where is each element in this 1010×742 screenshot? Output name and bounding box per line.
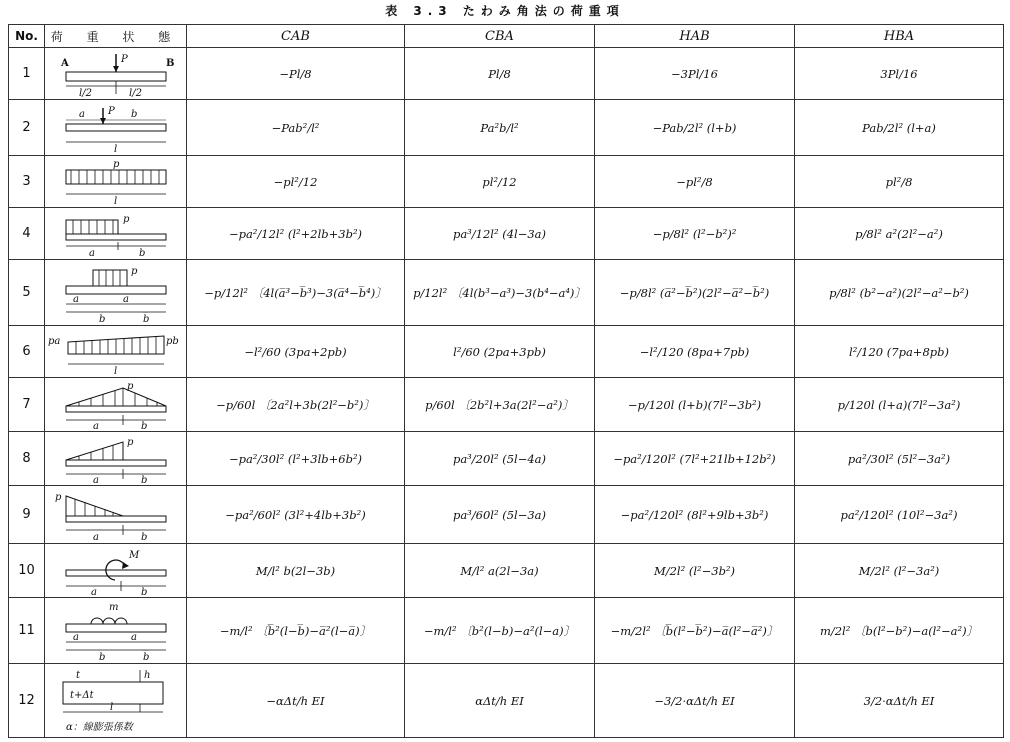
- hba-cell: pa²/30l² (5l²−3a²): [795, 432, 1004, 486]
- cba-cell: Pl/8: [405, 48, 595, 100]
- label-b-bar: b̅: [142, 313, 149, 324]
- label-b: B: [165, 57, 174, 69]
- hab-cell: −pa²/120l² (7l²+21lb+12b²): [595, 432, 795, 486]
- hab-cell: −p/8l² (a̅²−b̅²)(2l²−a̅²−b̅²): [595, 260, 795, 326]
- hab-cell: −l²/120 (8pa+7pb): [595, 326, 795, 378]
- hab-cell: −p/120l (l+b)(7l²−3b²): [595, 378, 795, 432]
- label-p: p: [126, 436, 133, 448]
- label-l: l: [113, 365, 117, 376]
- hab-cell: M/2l² (l²−3b²): [595, 544, 795, 598]
- label-b: b: [130, 108, 137, 120]
- table-row: [9, 378, 1004, 432]
- row-number: 9: [9, 486, 45, 544]
- header-load-state: 荷 重 状 態: [45, 25, 187, 48]
- label-a: a: [92, 474, 99, 484]
- hab-cell: −p/8l² (l²−b²)²: [595, 208, 795, 260]
- distributed-moment-icon: [51, 600, 181, 662]
- ramp-load-icon: [51, 434, 181, 484]
- label-half-right: l/2: [128, 87, 142, 98]
- header-hab: HAB: [595, 25, 795, 48]
- cba-cell: p/60l 〔2b²l+3a(2l²−a²)〕: [405, 378, 595, 432]
- uniform-load-diagram-icon: [51, 158, 181, 206]
- hba-cell: M/2l² (l²−3a²): [795, 544, 1004, 598]
- load-diagram: [45, 326, 187, 378]
- cab-cell: −Pab²/l²: [187, 100, 405, 156]
- label-a: A: [60, 57, 69, 69]
- row-number: 8: [9, 432, 45, 486]
- label-a: a: [92, 420, 99, 430]
- hba-cell: Pab/2l² (l+a): [795, 100, 1004, 156]
- label-alpha-note: α：線膨張係数: [66, 721, 133, 733]
- table-title: 表 3.3 たわみ角法の荷重項: [385, 4, 625, 18]
- label-a: a: [92, 531, 99, 542]
- hba-cell: l²/120 (7pa+8pb): [795, 326, 1004, 378]
- header-cab: CAB: [187, 25, 405, 48]
- cba-cell: Pa²b/l²: [405, 100, 595, 156]
- load-diagram: [45, 208, 187, 260]
- middle-uniform-load-icon: [51, 262, 181, 324]
- hab-cell: −m/2l² 〔b̅(l²−b̅²)−a̅(l²−a̅²)〕: [595, 598, 795, 664]
- label-a: a: [88, 247, 95, 258]
- moment-load-icon: [51, 546, 181, 596]
- cab-cell: −Pl/8: [187, 48, 405, 100]
- label-t: t: [76, 669, 81, 681]
- beam-diagram-icon: [51, 102, 181, 154]
- load-diagram: [45, 598, 187, 664]
- label-a: a: [90, 586, 97, 596]
- label-pb: pb: [165, 335, 179, 347]
- cba-cell: pl²/12: [405, 156, 595, 208]
- hab-cell: −3/2·αΔt/h EI: [595, 664, 795, 738]
- label-b: b: [138, 247, 145, 258]
- label-t-delta: t+Δt: [70, 689, 94, 701]
- label-l: l: [113, 195, 117, 206]
- table-row: [9, 544, 1004, 598]
- cab-cell: M/l² b(2l−3b): [187, 544, 405, 598]
- cba-cell: αΔt/h EI: [405, 664, 595, 738]
- cab-cell: −p/60l 〔2a²l+3b(2l²−b²)〕: [187, 378, 405, 432]
- load-term-table: [8, 24, 1004, 738]
- cab-cell: −pa²/30l² (l²+3lb+6b²): [187, 432, 405, 486]
- table-row: [9, 486, 1004, 544]
- hab-cell: −3Pl/16: [595, 48, 795, 100]
- label-a: a: [72, 631, 79, 643]
- hba-cell: pl²/8: [795, 156, 1004, 208]
- cab-cell: −pa²/12l² (l²+2lb+3b²): [187, 208, 405, 260]
- label-b: b: [140, 531, 147, 542]
- header-no: No.: [9, 25, 45, 48]
- label-p: p: [130, 265, 137, 277]
- label-a: a: [72, 293, 79, 305]
- cab-cell: −αΔt/h EI: [187, 664, 405, 738]
- cba-cell: −m/l² 〔b²(l−b)−a²(l−a)〕: [405, 598, 595, 664]
- row-number: 1: [9, 48, 45, 100]
- row-number: 3: [9, 156, 45, 208]
- cab-cell: −p/12l² 〔4l(a̅³−b̅³)−3(a̅⁴−b̅⁴)〕: [187, 260, 405, 326]
- label-b: b: [140, 586, 147, 596]
- load-diagram: [45, 48, 187, 100]
- row-number: 11: [9, 598, 45, 664]
- cba-cell: p/12l² 〔4l(b³−a³)−3(b⁴−a⁴)〕: [405, 260, 595, 326]
- label-p: p: [112, 158, 119, 170]
- header-hba: HBA: [795, 25, 1004, 48]
- hab-cell: −pa²/120l² (8l²+9lb+3b²): [595, 486, 795, 544]
- row-number: 4: [9, 208, 45, 260]
- row-number: 10: [9, 544, 45, 598]
- label-h: h: [144, 669, 151, 681]
- label-p: P: [120, 53, 128, 65]
- load-diagram: [45, 486, 187, 544]
- label-half-left: l/2: [78, 87, 92, 98]
- load-diagram: [45, 664, 187, 738]
- descending-load-icon: [51, 488, 181, 542]
- label-p: P: [107, 105, 115, 117]
- table-row: [9, 598, 1004, 664]
- cba-cell: pa³/20l² (5l−4a): [405, 432, 595, 486]
- cab-cell: −m/l² 〔b̅²(l−b̅)−a̅²(l−a̅)〕: [187, 598, 405, 664]
- cab-cell: −l²/60 (3pa+2pb): [187, 326, 405, 378]
- label-m: m: [108, 601, 118, 613]
- label-p: p: [126, 380, 133, 392]
- row-number: 5: [9, 260, 45, 326]
- beam-diagram-icon: [51, 50, 181, 98]
- table-row: [9, 100, 1004, 156]
- label-b: b: [98, 651, 105, 662]
- load-diagram: [45, 156, 187, 208]
- load-diagram: [45, 378, 187, 432]
- label-b-bar: b̅: [142, 651, 149, 662]
- row-number: 2: [9, 100, 45, 156]
- trapezoid-load-icon: [46, 328, 186, 376]
- cba-cell: pa³/12l² (4l−3a): [405, 208, 595, 260]
- cba-cell: l²/60 (2pa+3pb): [405, 326, 595, 378]
- hba-cell: p/120l (l+a)(7l²−3a²): [795, 378, 1004, 432]
- table-row: [9, 326, 1004, 378]
- label-b: b: [98, 313, 105, 324]
- row-number: 6: [9, 326, 45, 378]
- label-a: a: [78, 108, 85, 120]
- hba-cell: m/2l² 〔b(l²−b²)−a(l²−a²)〕: [795, 598, 1004, 664]
- row-number: 7: [9, 378, 45, 432]
- thermal-load-icon: [48, 666, 183, 736]
- cba-cell: pa³/60l² (5l−3a): [405, 486, 595, 544]
- load-diagram: [45, 260, 187, 326]
- hba-cell: 3Pl/16: [795, 48, 1004, 100]
- hba-cell: p/8l² (b²−a²)(2l²−a²−b²): [795, 260, 1004, 326]
- cba-cell: M/l² a(2l−3a): [405, 544, 595, 598]
- hba-cell: p/8l² a²(2l²−a²): [795, 208, 1004, 260]
- label-pa: pa: [47, 335, 60, 347]
- label-b: b: [140, 420, 147, 430]
- triangle-load-icon: [51, 380, 181, 430]
- table-row: [9, 208, 1004, 260]
- table-row: [9, 664, 1004, 738]
- cab-cell: −pl²/12: [187, 156, 405, 208]
- load-diagram: [45, 432, 187, 486]
- table-row: [9, 432, 1004, 486]
- row-number: 12: [9, 664, 45, 738]
- label-l: l: [110, 701, 114, 713]
- table-row: [9, 260, 1004, 326]
- hab-cell: −Pab/2l² (l+b): [595, 100, 795, 156]
- table-row: [9, 48, 1004, 100]
- partial-uniform-load-icon: [51, 210, 181, 258]
- hba-cell: pa²/120l² (10l²−3a²): [795, 486, 1004, 544]
- table-row: [9, 156, 1004, 208]
- header-row: [9, 25, 1004, 48]
- hba-cell: 3/2·αΔt/h EI: [795, 664, 1004, 738]
- label-m: M: [128, 549, 139, 561]
- label-p: p: [122, 213, 129, 225]
- label-l: l: [113, 143, 117, 154]
- hab-cell: −pl²/8: [595, 156, 795, 208]
- load-diagram: [45, 100, 187, 156]
- label-p: p: [54, 491, 61, 503]
- label-a-bar: a̅: [130, 631, 137, 643]
- label-b: b: [140, 474, 147, 484]
- cab-cell: −pa²/60l² (3l²+4lb+3b²): [187, 486, 405, 544]
- load-diagram: [45, 544, 187, 598]
- label-a-bar: a̅: [122, 293, 129, 305]
- header-cba: CBA: [405, 25, 595, 48]
